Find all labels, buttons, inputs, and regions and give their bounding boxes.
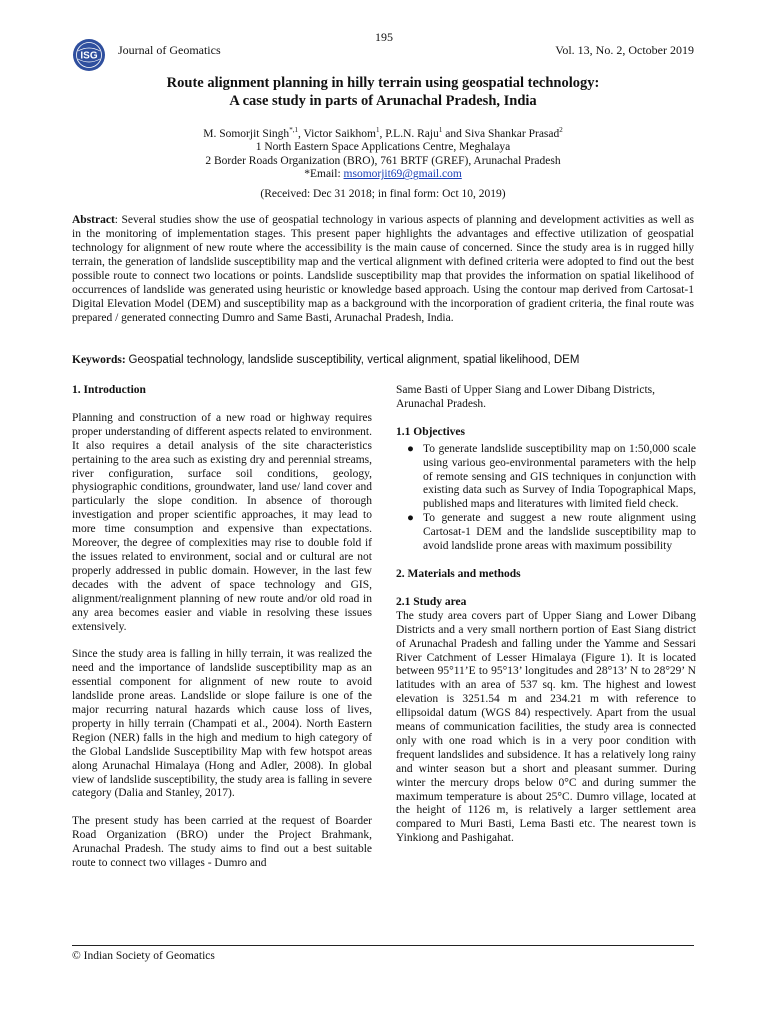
abstract bbox=[72, 213, 694, 325]
affiliation-2: 2 Border Roads Organization (BRO), 761 BRTF (GREF), Arunachal Pradesh bbox=[205, 154, 561, 167]
journal-name: Journal of Geomatics bbox=[118, 43, 221, 57]
intro-paragraph-2: Since the study area is falling in hilly terrain, it was realized the need and the importance of landslide susceptibility map as an essential component for alignment of new route to avoid landslide prone areas. Landslide or slope failure is one of the major recurring natural hazards which cause loss of lives, property in hilly terrain (Champati et al., 2004). North Eastern Region (NER) falls in the high and medium to high category of the Global Landslide Susceptibility Map with few hotspot areas along Arunachal Himalaya (Hong and Adler, 2008). In global view of landslide susceptibility, the study area is falling in severe category (Dalia and Stanley, 2017). bbox=[72, 648, 372, 800]
abstract-text: : Several studies show the use of geospatial technology in various aspects of planning and development activities as well as in the monitoring of implementation stages. This present paper highlights the advantages and effective utilization of geospatial technology for alignment of new route where the accessibility is the main cause of concerned. Since the study area is in rugged hilly terrain, the generation of landslide susceptibility map and the vertical alignment with defined criteria were adopted to find out the best possible route to connect two locations or points. Landslide susceptibility map that provides the information on spatial likelihood of occurrences of landslide was generated using heuristic or knowledge based approach. Using the contour map derived from Cartosat-1 Digital Elevation Model (DEM) and susceptibility map as a background with the incorporation of gradient criteria, the final route was prepared / generated connecting Dumro and Same Basti, Arunachal Pradesh, India. bbox=[72, 214, 694, 324]
title-line-2: A case study in parts of Arunachal Pradesh, India bbox=[229, 93, 537, 109]
keywords bbox=[72, 354, 694, 366]
email-link[interactable]: msomorjit69@gmail.com bbox=[343, 168, 462, 181]
study-area-paragraph: The study area covers part of Upper Siang and Lower Dibang Districts and a very small northern portion of East Siang district of Arunachal Pradesh and falling under the Yamme and Sessari River Catchment of Lesser Himalaya (Figure 1). It is located between 95°11’E to 95°13’ longitudes and 28°13’ N to 28°29’ N latitudes with an area of 537 sq. km. The highest and lowest elevation is 3251.54 m and 234.21 m with reference to ellipsoidal datum (WGS 84) respectively. Apart from the usual means of communication facilities, the study area is connected only with one road which is in a very poor condition with frequent landslides and subsidence. It has a relatively long rainy and winter season but a short and pleasant summer. During winter the mercury drops below 0°C and during summer the maximum temperature is about 25°C. Dumro village, located at the height of 1126 m, is relatively a larger settlement area compared to Muri Basti, Lema Basti etc. The nearest town is Yinkiong and Pashigahat. bbox=[396, 609, 696, 845]
author-list: M. Somorjit Singh$^{*,1}$, Victor Saikhom$^1$, P.L.N. Raju$^1$ and Siva Shankar Prasad$^2$ bbox=[203, 126, 563, 140]
bullet-icon: ● bbox=[407, 512, 414, 525]
journal-header bbox=[72, 38, 694, 68]
left-column bbox=[72, 384, 372, 871]
affiliation-1: 1 North Eastern Space Applications Centre, Meghalaya bbox=[255, 141, 511, 154]
logo-text: ISG bbox=[80, 50, 98, 62]
intro-paragraph-3: The present study has been carried at the request of Boarder Road Organization (BRO) under the Project Brahmank, Arunachal Pradesh. The study aims to find out a best suitable route to connect two villages - Dumro and bbox=[72, 815, 372, 870]
right-column bbox=[396, 384, 696, 846]
paper-title bbox=[72, 74, 694, 110]
page-number: 195 bbox=[375, 30, 393, 44]
methods-heading: 2. Materials and methods bbox=[396, 567, 521, 580]
abstract-label: Abstract bbox=[72, 214, 115, 226]
intro-paragraph-3-continued: Same Basti of Upper Siang and Lower Dibang Districts, Arunachal Pradesh. bbox=[396, 384, 656, 410]
keywords-text: Geospatial technology, landslide susceptibility, vertical alignment, spatial likelihood, DEM bbox=[128, 354, 580, 366]
isg-logo bbox=[72, 38, 106, 72]
objective-item: ● To generate and suggest a new route alignment using Cartosat-1 DEM and the landslide susceptibility map to avoid landslide prone areas with maximum possibility bbox=[407, 512, 696, 553]
objective-item: ● To generate landslide susceptibility map on 1:50,000 scale using various geo-environmental parameters with the help of remote sensing and GIS techniques in conjunction with existing data such as Survey of India Topographical Maps, published maps and literatures with limited field check. bbox=[407, 442, 696, 511]
study-area-heading: 2.1 Study area bbox=[396, 595, 467, 608]
bullet-icon: ● bbox=[407, 442, 414, 455]
objectives-list bbox=[396, 443, 696, 554]
volume-info: Vol. 13, No. 2, October 2019 bbox=[555, 43, 694, 57]
objectives-heading: 1.1 Objectives bbox=[396, 425, 465, 438]
keywords-label: Keywords: bbox=[72, 354, 126, 366]
received-dates: (Received: Dec 31 2018; in final form: Oct 10, 2019) bbox=[260, 188, 506, 200]
footer-divider bbox=[72, 945, 694, 946]
intro-paragraph-1: Planning and construction of a new road or highway requires proper understanding of different aspects related to environment. It also requires a detail analysis of the site characteristics pertaining to the area such as existing dry and perennial streams, river configuration, surface soil conditions, geology, physiographic conditions, groundwater, land use/ land cover and particularly the slope condition. In absence of thorough investigation and proper scientific approaches, it may lead to more time consumption and expensive than expectations. Moreover, the degree of complexities may rise to double fold if the issues related to environment, social and or cultural are not properly addressed in public domain. However, in the last few decades with the advent of space technology and GIS, alignment/realignment planning of new route and/or old road in any area becomes easier and viable in resolving these issues extensively. bbox=[72, 411, 372, 633]
title-line-1: Route alignment planning in hilly terrain using geospatial technology: bbox=[166, 75, 600, 91]
email-line bbox=[72, 168, 694, 182]
footer-copyright: © Indian Society of Geomatics bbox=[72, 950, 215, 962]
author-block bbox=[72, 124, 694, 182]
email-label: *Email: bbox=[304, 168, 341, 181]
introduction-heading: 1. Introduction bbox=[72, 384, 146, 396]
